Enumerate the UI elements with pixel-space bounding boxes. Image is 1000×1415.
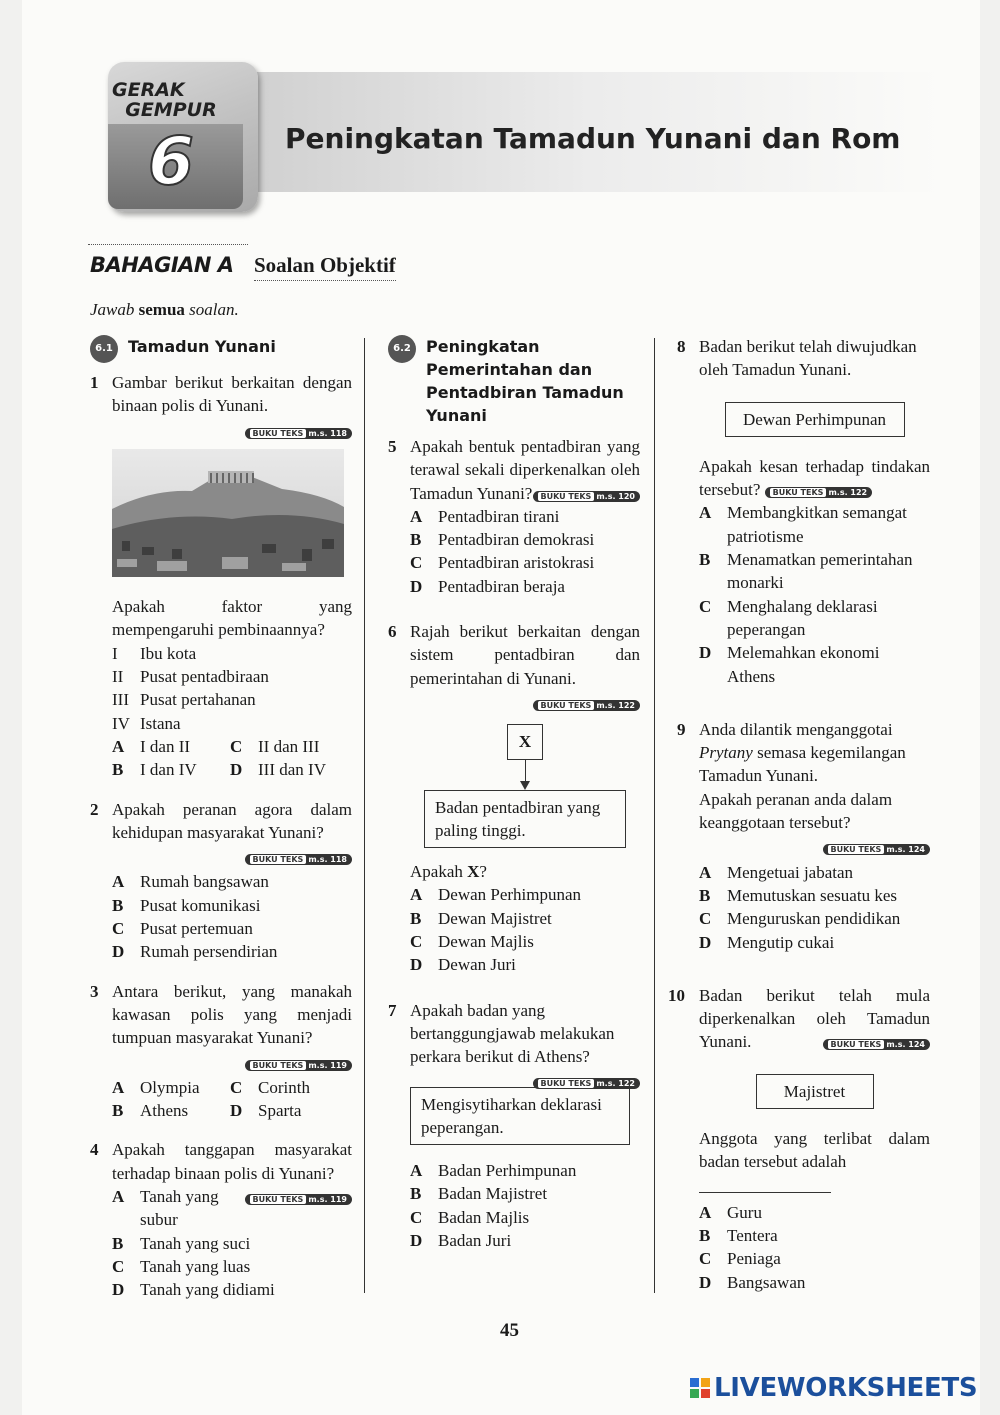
question-10 [668, 984, 930, 1294]
section-heading [90, 335, 352, 363]
option-row [112, 735, 352, 758]
question-number: 3 [90, 981, 99, 1001]
answer-option[interactable]: C Pentadbiran aristokrasi [410, 553, 595, 573]
chapter-title: Peningkatan Tamadun Yunani dan Rom [285, 122, 901, 155]
answer-option[interactable]: C Corinth [230, 1077, 310, 1097]
part-label: BAHAGIAN A [90, 253, 234, 277]
answer-option[interactable]: A Olympia [112, 1077, 200, 1097]
answer-option[interactable]: B Tentera [699, 1225, 778, 1245]
textbook-ref: BUKU TEKS m.s. 124 [699, 835, 930, 858]
answer-option[interactable]: B Tanah yang suci [112, 1233, 251, 1253]
answer-option[interactable]: B Badan Majistret [410, 1184, 548, 1204]
answer-option[interactable]: B Athens [112, 1101, 189, 1121]
question-1 [90, 371, 352, 782]
question-6 [388, 620, 640, 977]
textbook-ref: BUKU TEKS m.s. 119 [112, 1051, 352, 1074]
answer-option[interactable]: A Mengetuai jabatan [699, 862, 854, 882]
page-number: 45 [500, 1320, 519, 1341]
answer-option[interactable]: D Badan Juri [410, 1231, 512, 1251]
answer-option[interactable]: D Melemahkan ekonomi Athens [699, 643, 880, 686]
answer-option[interactable]: A Badan Perhimpunan [410, 1161, 577, 1181]
answer-option[interactable]: A Rumah bangsawan [112, 872, 269, 892]
question-stem: Apakah badan yang bertanggungjawab melakukan perkara berikut di Athens? BUKU TEKS m.s. 122 [410, 999, 640, 1069]
answer-option[interactable]: C Peniaga [699, 1249, 781, 1269]
answer-option[interactable]: B I dan IV [112, 760, 197, 780]
question-stem: Apakah bentuk pentadbiran yang terawal sekali diperkenalkan oleh Tamadun Yunani? BUKU TEKS m.s. 120 [410, 435, 640, 505]
answer-option[interactable]: D Pentadbiran beraja [410, 576, 565, 596]
answer-option[interactable]: B Memutuskan sesuatu kes [699, 885, 897, 905]
textbook-ref: BUKU TEKS m.s. 124 [823, 1030, 931, 1053]
question-stem: Rajah berikut berkaitan dengan sistem pentadbiran dan pemerintahan di Yunani. [410, 622, 640, 688]
diagram-box-description: Badan pentadbiran yang paling tinggi. [424, 790, 626, 849]
question-prompt: Apakah peranan anda dalam keanggotaan tersebut? [699, 789, 893, 833]
textbook-ref: BUKU TEKS m.s. 122 [410, 691, 640, 714]
statement-item: III Pusat pertahanan [112, 690, 256, 710]
question-3 [90, 980, 352, 1123]
question-prompt: Apakah faktor yang mempengaruhi pembinaannya? [112, 597, 352, 640]
question-stem: Badan berikut telah mula diperkenalkan oleh Tamadun Yunani. BUKU TEKS m.s. 124 [699, 984, 930, 1054]
question-9 [677, 718, 930, 954]
statement-item: I Ibu kota [112, 643, 197, 663]
answer-option[interactable]: D Sparta [230, 1101, 302, 1121]
question-prompt: Apakah X? [410, 862, 487, 882]
answer-option[interactable]: A Tanah yang subur [112, 1187, 219, 1230]
question-stem: Gambar berikut berkaitan dengan binaan polis di Yunani. [112, 373, 352, 416]
column-divider [364, 338, 365, 1293]
acropolis-photo [112, 449, 344, 577]
answer-option[interactable]: A I dan II [112, 736, 191, 756]
question-stem: Apakah peranan agora dalam kehidupan masyarakat Yunani? [112, 799, 352, 842]
textbook-ref: BUKU TEKS m.s. 119 [245, 1185, 353, 1208]
liveworksheets-logo[interactable]: LIVEWORKSHEETS [690, 1373, 977, 1403]
diagram-arrow [525, 760, 526, 788]
question-number: 1 [90, 373, 99, 392]
liveworksheets-icon [690, 1378, 710, 1398]
answer-option[interactable]: B Pusat komunikasi [112, 895, 261, 915]
option-row [112, 758, 352, 781]
column-3 [668, 335, 930, 1310]
series-label: GERAK GEMPUR [112, 79, 217, 121]
option-row [112, 1076, 352, 1099]
question-stem: Badan berikut telah diwujudkan oleh Tamadun Yunani. [699, 337, 917, 380]
section-title: Tamadun Yunani [128, 337, 276, 356]
answer-option[interactable]: C Dewan Majlis [410, 932, 534, 952]
section-badge: 6.2 [388, 335, 416, 363]
answer-option[interactable]: B Pentadbiran demokrasi [410, 530, 595, 550]
answer-option[interactable]: B Dewan Majistret [410, 908, 552, 928]
answer-option[interactable]: D Mengutip cukai [699, 932, 835, 952]
question-number: 7 [388, 1000, 397, 1020]
question-number: 9 [677, 719, 686, 739]
section-badge: 6.1 [90, 335, 118, 363]
textbook-ref: BUKU TEKS m.s. 120 [533, 482, 641, 505]
question-number: 10 [668, 985, 685, 1005]
answer-option[interactable]: C Pusat pertemuan [112, 919, 253, 939]
section-heading [388, 335, 640, 427]
answer-option[interactable]: C Tanah yang luas [112, 1256, 251, 1276]
answer-option[interactable]: D Bangsawan [699, 1272, 806, 1292]
question-5 [388, 435, 640, 598]
question-prompt: Anggota yang terlibat dalam badan tersebut adalah [699, 1129, 930, 1172]
answer-option[interactable]: A Guru [699, 1202, 762, 1222]
option-row [112, 1099, 352, 1122]
answer-option[interactable]: D Dewan Juri [410, 955, 516, 975]
answer-option[interactable]: C Badan Majlis [410, 1207, 530, 1227]
question-number: 6 [388, 622, 397, 642]
answer-option[interactable]: D Rumah persendirian [112, 942, 278, 962]
question-8 [677, 335, 930, 688]
instruction: Jawab semua soalan. [90, 300, 239, 319]
question-7 [388, 999, 640, 1253]
column-1 [90, 335, 352, 1318]
answer-option[interactable]: D Tanah yang didiami [112, 1280, 275, 1300]
column-2 [388, 335, 640, 1268]
question-number: 5 [388, 437, 397, 456]
answer-option[interactable]: C II dan III [230, 736, 320, 756]
textbook-ref: BUKU TEKS m.s. 118 [112, 419, 352, 442]
question-number: 2 [90, 799, 99, 819]
question-stem: Anda dilantik menganggotai Prytany semasa kegemilangan Tamadun Yunani. [699, 719, 906, 786]
answer-blank[interactable] [699, 1174, 831, 1193]
question-stem: Apakah tanggapan masyarakat terhadap binaan polis di Yunani? BUKU TEKS m.s. 119 [112, 1138, 352, 1185]
part-title: Soalan Objektif [254, 253, 396, 281]
question-number: 8 [677, 337, 686, 356]
question-2 [90, 798, 352, 964]
question-prompt: Apakah kesan terhadap tindakan tersebut? BUKU TEKS m.s. 122 [699, 456, 930, 500]
statement-box: Mengisytiharkan deklarasi peperangan. [410, 1087, 630, 1146]
answer-option[interactable]: B Menamatkan pemerintahan monarki [699, 550, 913, 593]
answer-option[interactable]: C Menguruskan pendidikan [699, 909, 901, 929]
question-number: 4 [90, 1140, 99, 1160]
question-stem: Antara berikut, yang manakah kawasan polis yang menjadi tumpuan masyarakat Yunani? [112, 981, 352, 1048]
answer-option[interactable]: A Membangkitkan semangat patriotisme [699, 503, 907, 546]
answer-option[interactable]: A Pentadbiran tirani [410, 506, 560, 526]
section-title: Peningkatan Pemerintahan dan Pentadbiran Tamadun Yunani [426, 337, 624, 425]
statement-item: IV Istana [112, 713, 181, 733]
statement-item: II Pusat pentadbiraan [112, 667, 269, 687]
question-4 [90, 1138, 352, 1301]
answer-option[interactable]: A Dewan Perhimpunan [410, 885, 582, 905]
statement-box: Majistret [756, 1074, 874, 1109]
diagram-box-x: X [507, 724, 543, 759]
textbook-ref: BUKU TEKS m.s. 118 [112, 845, 352, 868]
answer-option[interactable]: C Menghalang deklarasi peperangan [699, 596, 878, 639]
textbook-ref: BUKU TEKS m.s. 122 [533, 1069, 641, 1092]
answer-option[interactable]: D III dan IV [230, 760, 326, 780]
statement-box: Dewan Perhimpunan [725, 402, 905, 437]
column-divider [654, 338, 655, 1293]
chapter-number: 6 [148, 123, 194, 200]
